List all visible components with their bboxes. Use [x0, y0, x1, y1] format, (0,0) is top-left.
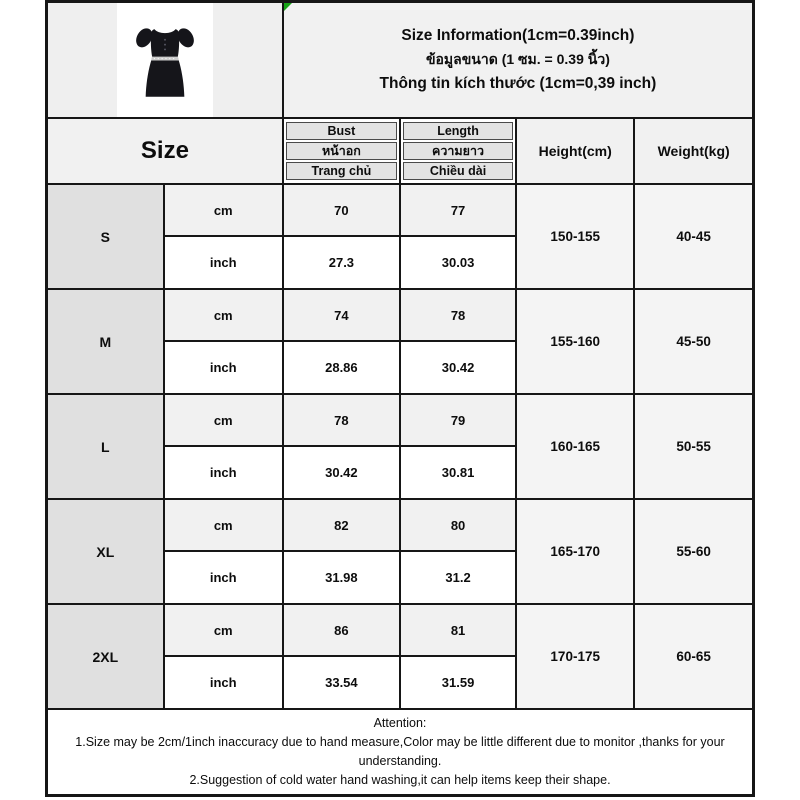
column-header-row	[47, 118, 754, 184]
size-info-title-vi: Thông tin kích thước (1cm=0,39 inch)	[379, 75, 657, 92]
unit-inch-label: inch	[164, 341, 283, 394]
size-info-header-cell	[283, 2, 754, 119]
height-range-value: 150-155	[516, 184, 634, 289]
size-row-label: L	[47, 394, 164, 499]
weight-range-value: 45-50	[634, 289, 753, 394]
size-chart-table	[45, 0, 755, 797]
attention-line-1: 1.Size may be 2cm/1inch inaccuracy due to hand measure,Color may be little different due to monitor ,thanks for your	[75, 735, 725, 749]
length-header-stack	[401, 120, 515, 182]
bust-header-en: Bust	[286, 122, 397, 140]
green-corner-indicator-icon	[284, 3, 292, 11]
length-column-header	[400, 118, 516, 184]
attention-note	[47, 709, 754, 796]
attention-line-1-wrap: understanding.	[358, 754, 442, 768]
unit-inch-label: inch	[164, 236, 283, 289]
weight-column-header: Weight(kg)	[634, 118, 753, 184]
length-inch-value: 30.81	[400, 446, 516, 499]
unit-cm-label: cm	[164, 289, 283, 341]
length-inch-value: 31.59	[400, 656, 516, 709]
size-info-title-th: ข้อมูลขนาด (1 ซม. = 0.39 นิ้ว)	[425, 51, 610, 67]
bust-header-th: หน้าอก	[286, 142, 397, 160]
unit-cm-label: cm	[164, 604, 283, 656]
height-column-header: Height(cm)	[516, 118, 634, 184]
top-block-row	[47, 2, 754, 119]
unit-inch-label: inch	[164, 446, 283, 499]
attention-row	[47, 709, 754, 796]
bust-column-header	[283, 118, 400, 184]
length-cm-value: 80	[400, 499, 516, 551]
product-image-cell	[47, 2, 283, 119]
unit-cm-label: cm	[164, 184, 283, 236]
height-range-value: 165-170	[516, 499, 634, 604]
bust-inch-value: 30.42	[283, 446, 400, 499]
size-row-label: 2XL	[47, 604, 164, 709]
height-range-value: 160-165	[516, 394, 634, 499]
attention-line-2: 2.Suggestion of cold water hand washing,it can help items keep their shape.	[189, 773, 611, 787]
length-cm-value: 77	[400, 184, 516, 236]
bust-header-stack	[284, 120, 399, 182]
unit-inch-label: inch	[164, 551, 283, 604]
length-header-en: Length	[403, 122, 513, 140]
length-header-th: ความยาว	[403, 142, 513, 160]
black-dress-image	[136, 22, 194, 102]
table-row-xl-cm	[47, 499, 754, 551]
table-row-s-cm	[47, 184, 754, 236]
size-row-label: XL	[47, 499, 164, 604]
size-column-header: Size	[47, 118, 283, 184]
length-inch-value: 30.03	[400, 236, 516, 289]
bust-cm-value: 86	[283, 604, 400, 656]
height-range-value: 170-175	[516, 604, 634, 709]
table-row-l-cm	[47, 394, 754, 446]
size-info-title-en: Size Information(1cm=0.39inch)	[401, 27, 635, 44]
bust-inch-value: 28.86	[283, 341, 400, 394]
height-range-value: 155-160	[516, 289, 634, 394]
bust-inch-value: 33.54	[283, 656, 400, 709]
weight-range-value: 40-45	[634, 184, 753, 289]
length-inch-value: 30.42	[400, 341, 516, 394]
length-cm-value: 78	[400, 289, 516, 341]
unit-cm-label: cm	[164, 499, 283, 551]
size-row-label: S	[47, 184, 164, 289]
table-row-2xl-cm	[47, 604, 754, 656]
length-cm-value: 79	[400, 394, 516, 446]
bust-cm-value: 70	[283, 184, 400, 236]
bust-cm-value: 74	[283, 289, 400, 341]
bust-inch-value: 31.98	[283, 551, 400, 604]
bust-cm-value: 78	[283, 394, 400, 446]
bust-cm-value: 82	[283, 499, 400, 551]
length-inch-value: 31.2	[400, 551, 516, 604]
attention-title: Attention:	[373, 716, 427, 730]
weight-range-value: 50-55	[634, 394, 753, 499]
weight-range-value: 55-60	[634, 499, 753, 604]
unit-cm-label: cm	[164, 394, 283, 446]
unit-inch-label: inch	[164, 656, 283, 709]
length-cm-value: 81	[400, 604, 516, 656]
length-header-vi: Chiều dài	[403, 162, 513, 180]
size-row-label: M	[47, 289, 164, 394]
weight-range-value: 60-65	[634, 604, 753, 709]
bust-inch-value: 27.3	[283, 236, 400, 289]
bust-header-vi: Trang chủ	[286, 162, 397, 180]
table-row-m-cm	[47, 289, 754, 341]
